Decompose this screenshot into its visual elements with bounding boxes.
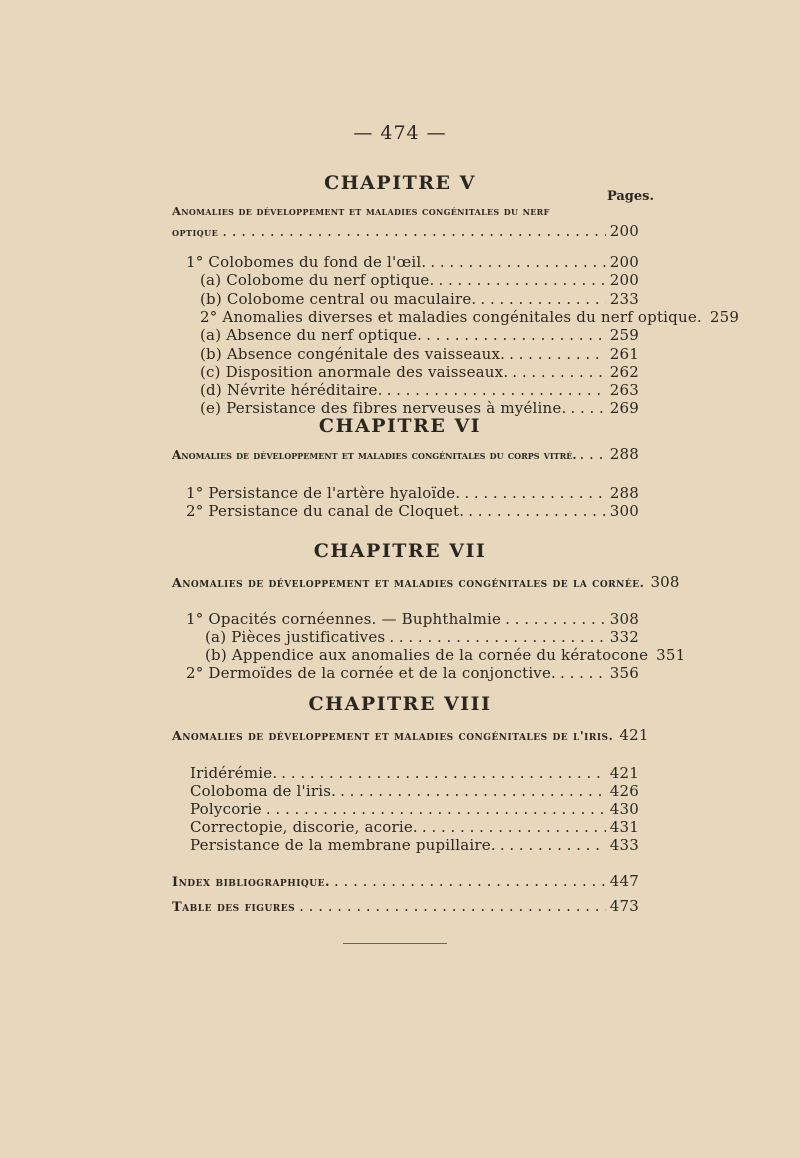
toc-entry	[186, 664, 639, 682]
back-matter-index	[172, 872, 639, 890]
chapter-v-heading	[172, 204, 639, 218]
toc-entry-label: Iridérémie.	[190, 764, 278, 782]
toc-entry	[200, 290, 639, 308]
toc-entry	[205, 628, 639, 646]
toc-entry-page: 308	[609, 610, 639, 628]
toc-entry-page: 430	[609, 800, 639, 818]
back-matter-page: 447	[609, 872, 639, 890]
toc-entry-label: Correctopie, discorie, acorie.	[190, 818, 418, 836]
toc-entry	[190, 764, 639, 782]
chapter-viii-heading-page: 421	[619, 726, 649, 744]
toc-entry-label: (a) Pièces justificatives	[205, 628, 386, 646]
toc-entry-page: 426	[609, 782, 639, 800]
leader-dots	[426, 326, 606, 344]
toc-entry-page: 200	[609, 253, 639, 271]
toc-entry-label: 2° Dermoïdes de la cornée et de la conjonctive.	[186, 664, 557, 682]
toc-entry-page: 351	[656, 646, 686, 664]
toc-entry	[190, 836, 639, 854]
toc-entry-label: Persistance de la membrane pupillaire.	[190, 836, 496, 854]
leader-dots	[464, 484, 605, 502]
toc-entry-page: 200	[609, 271, 639, 289]
toc-entry	[186, 502, 639, 520]
leader-dots	[505, 610, 606, 628]
toc-entry-label: (a) Colobome du nerf optique.	[200, 271, 435, 289]
leader-dots	[430, 253, 605, 271]
toc-entry-page: 332	[609, 628, 639, 646]
toc-entry-label: 1° Opacités cornéennes. — Buphthalmie	[186, 610, 502, 628]
chapter-vi-heading-page: 288	[609, 445, 639, 463]
toc-entry-label: 2° Persistance du canal de Cloquet.	[186, 502, 465, 520]
chapter-title-vii: CHAPITRE VII	[313, 540, 487, 562]
chapter-v-heading-page: 200	[609, 222, 639, 240]
toc-entry-page: 288	[609, 484, 639, 502]
chapter-vii-heading	[172, 573, 680, 591]
toc-entry	[190, 782, 639, 800]
toc-entry-page: 259	[709, 308, 740, 326]
back-matter-label: Table des figures	[172, 900, 296, 915]
toc-entry	[186, 253, 639, 271]
toc-entry-page: 259	[609, 326, 639, 344]
toc-entry	[200, 271, 639, 289]
back-matter-label: Index bibliographique.	[172, 875, 330, 890]
toc-entry-page: 431	[609, 818, 639, 836]
toc-entry	[186, 484, 639, 502]
toc-entry	[200, 326, 639, 344]
toc-entry-label: (e) Persistance des fibres nerveuses à myéline.	[200, 399, 567, 417]
toc-entry-label: (c) Disposition anormale des vaisseaux.	[200, 363, 509, 381]
leader-dots	[512, 363, 605, 381]
leader-dots	[480, 290, 605, 308]
toc-entry-page: 269	[609, 399, 639, 417]
leader-dots	[468, 502, 606, 520]
toc-entry-page: 233	[609, 290, 639, 308]
toc-entry-page: 433	[609, 836, 639, 854]
toc-entry-label: 1° Colobomes du fond de l'œil.	[186, 253, 427, 271]
back-matter-page: 473	[609, 897, 639, 915]
leader-dots	[438, 271, 605, 289]
chapter-title-vi: CHAPITRE VI	[318, 415, 482, 437]
leader-dots	[222, 222, 606, 240]
chapter-viii-heading	[172, 726, 649, 744]
leader-dots	[500, 836, 606, 854]
toc-entry-label: (a) Absence du nerf optique.	[200, 326, 423, 344]
toc-entry-page: 356	[609, 664, 639, 682]
toc-entry-page: 421	[609, 764, 639, 782]
leader-dots	[387, 381, 606, 399]
toc-entry	[200, 308, 740, 326]
leader-dots	[281, 764, 605, 782]
closing-rule	[343, 943, 447, 944]
leader-dots	[299, 897, 606, 915]
chapter-viii-heading-text: Anomalies de développement et maladies congénitales de l'iris.	[172, 728, 614, 743]
toc-entry-label: (d) Névrite héréditaire.	[200, 381, 383, 399]
leader-dots	[509, 345, 606, 363]
chapter-vii-heading-page: 308	[650, 573, 680, 591]
toc-entry-label: (b) Absence congénitale des vaisseaux.	[200, 345, 506, 363]
chapter-v-heading-row	[172, 222, 639, 240]
toc-entry	[190, 818, 639, 836]
toc-entry	[186, 610, 639, 628]
toc-entry	[205, 646, 686, 664]
leader-dots	[389, 628, 605, 646]
chapter-v-heading-line2: optique	[172, 225, 219, 239]
toc-entry-label: 1° Persistance de l'artère hyaloïde.	[186, 484, 461, 502]
chapter-v-heading-line1: Anomalies de développement et maladies congénitales du nerf	[172, 204, 550, 218]
toc-entry	[200, 345, 639, 363]
chapter-vi-heading-text: Anomalies de développement et maladies congénitales du corps vitré.	[172, 448, 577, 462]
chapter-title-viii: CHAPITRE VIII	[308, 693, 492, 715]
pages-column-label: Pages.	[606, 189, 654, 204]
chapter-title-v: CHAPITRE V	[324, 172, 476, 194]
leader-dots	[334, 872, 606, 890]
toc-entry-page: 300	[609, 502, 639, 520]
toc-entry-page: 262	[609, 363, 639, 381]
back-matter-figures	[172, 897, 639, 915]
leader-dots	[266, 800, 606, 818]
toc-entry-label: 2° Anomalies diverses et maladies congénitales du nerf optique.	[200, 308, 702, 326]
toc-entry-label: Coloboma de l'iris.	[190, 782, 337, 800]
leader-dots	[422, 818, 606, 836]
toc-entry-label: (b) Appendice aux anomalies de la cornée du kératocone	[205, 646, 649, 664]
toc-entry	[200, 363, 639, 381]
page-number: — 474 —	[353, 122, 447, 144]
leader-dots	[560, 664, 606, 682]
toc-entry-page: 263	[609, 381, 639, 399]
chapter-vii-heading-text: Anomalies de développement et maladies congénitales de la cornée.	[172, 575, 645, 590]
toc-entry-page: 261	[609, 345, 639, 363]
toc-entry	[190, 800, 639, 818]
toc-entry	[200, 381, 639, 399]
toc-entry-label: (b) Colobome central ou maculaire.	[200, 290, 477, 308]
leader-dots	[580, 445, 607, 463]
chapter-vi-heading	[172, 445, 639, 463]
toc-entry-label: Polycorie	[190, 800, 262, 818]
leader-dots	[340, 782, 606, 800]
